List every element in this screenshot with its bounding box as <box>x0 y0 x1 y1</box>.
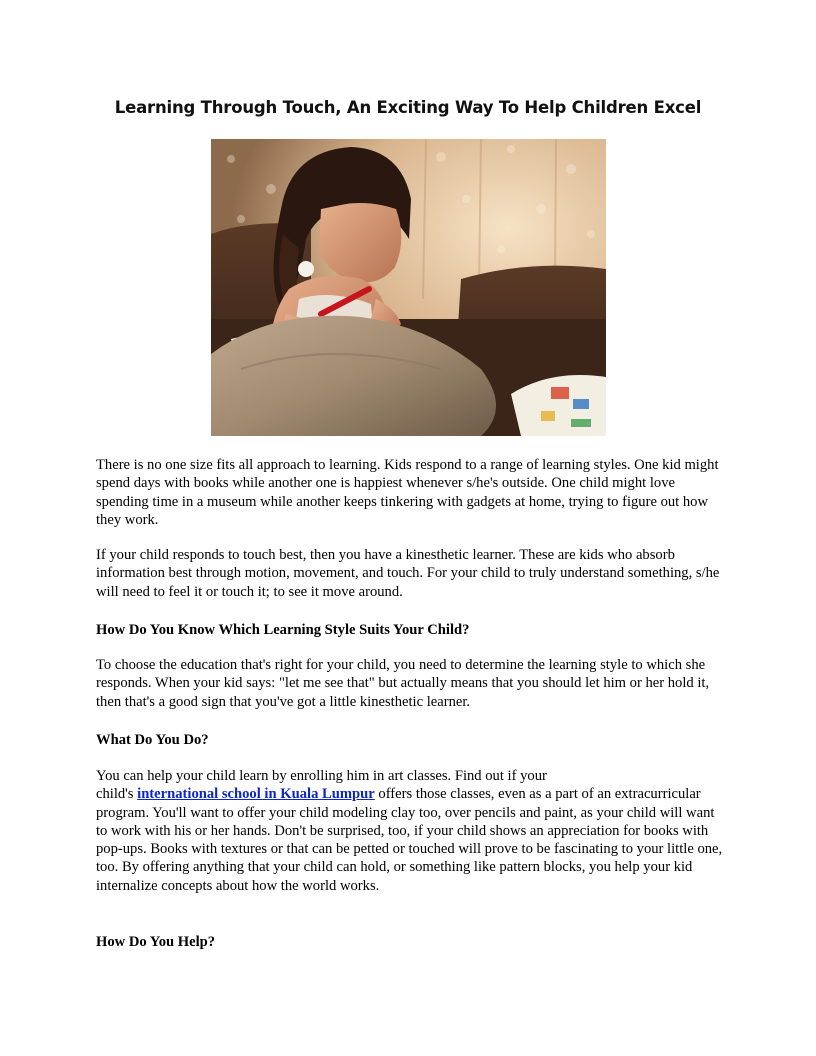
paragraph-learning-style: To choose the education that's right for your child, you need to determine the learning style to which she responds. When your kid says: "let me see that" but actually means that you should let him or her hold it, then that's a good sign that you've got a little kinesthetic learner. <box>96 657 710 710</box>
section-heading-learning-style: How Do You Know Which Learning Style Suits Your Child? <box>96 622 470 638</box>
page-title: Learning Through Touch, An Exciting Way To Help Children Excel <box>114 98 702 117</box>
article-photo <box>211 139 606 436</box>
paragraph-post-link: offers those classes, even as a part of an extracurricular program. You'll want to offer your child modeling clay too, over pencils and paint, as your child will want to work with his or her hands. Don't be surprised, too, if your child shows an appreciation for books with pop-ups. Books with textures or that can be petted or touched will prove to be fascinating to your little one, too. By offering anything that your child can hold, or something like pattern blocks, you help your kid internalize concepts about how the world works. <box>96 786 723 894</box>
paragraph-kinesthetic: If your child responds to touch best, then you have a kinesthetic learner. These are kids who absorb information best through motion, movement, and touch. For your child to truly understand something, s/he will need to feel it or touch it; to see it move around. <box>96 547 720 600</box>
international-school-link[interactable]: international school in Kuala Lumpur <box>137 786 375 803</box>
paragraph-intro: There is no one size fits all approach to learning. Kids respond to a range of learning styles. One kid might spend days with books while another one is happiest whenever s/he's outside. One child might love spending time in a museum while another keeps tinkering with gadgets at home, trying to figure out how they work. <box>96 457 719 528</box>
section-heading-how-do-you-help: How Do You Help? <box>96 934 216 950</box>
paragraph-line-1: You can help your child learn by enrolling him in art classes. Find out if your <box>96 768 547 784</box>
section-heading-what-do-you-do: What Do You Do? <box>96 732 209 748</box>
paragraph-pre-link: child's <box>96 786 138 803</box>
paragraph-what-do-you-do <box>96 767 726 895</box>
